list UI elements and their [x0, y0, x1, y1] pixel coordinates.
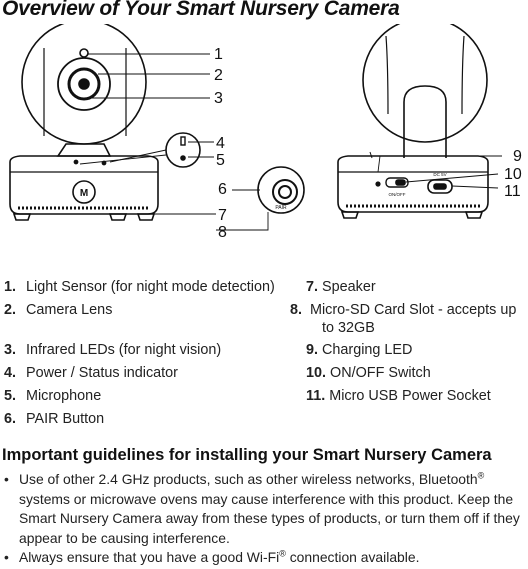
part-item-10: 10. ON/OFF Switch: [306, 365, 431, 381]
part-item-7: 7. Speaker: [306, 279, 376, 295]
callout-10: 10: [504, 166, 522, 183]
guideline-item: • Use of other 2.4 GHz products, such as other wireless networks, Bluetooth® systems or microwave ovens may cause interference with this product. Keep the Smart Nursery Camera away from these types of products, or turn them off if they appear to be causing interference.: [4, 470, 520, 546]
svg-text:M: M: [79, 188, 89, 199]
bullet-icon: •: [4, 471, 9, 487]
bullet-icon: •: [4, 549, 9, 565]
part-item-3: 3. Infrared LEDs (for night vision): [4, 342, 222, 358]
power-port-label: DC 5V: [433, 172, 447, 177]
camera-back-view: [338, 24, 488, 218]
callout-1: 1: [214, 46, 223, 63]
pair-button-zoom: [258, 167, 304, 213]
guideline-item: • Always ensure that you have a good Wi-Fi® connection available.: [0, 548, 528, 568]
pair-label: PAIR: [275, 205, 287, 211]
callout-11: 11: [504, 183, 521, 200]
part-item-11: 11. Micro USB Power Socket: [306, 388, 491, 404]
part-item-1: 1. Light Sensor (for night mode detection): [4, 279, 275, 295]
part-item-6: 6. PAIR Button: [4, 411, 105, 427]
guidelines-heading: Important guidelines for installing your Smart Nursery Camera: [2, 446, 492, 464]
callout-3: 3: [214, 90, 223, 107]
camera-diagram: [0, 24, 528, 246]
callout-6: 6: [218, 181, 227, 198]
switch-label: ON/OFF: [388, 192, 406, 197]
callout-8: 8: [218, 224, 227, 241]
page-title: Overview of Your Smart Nursery Camera: [2, 0, 400, 20]
callout-5: 5: [216, 152, 225, 169]
camera-front-view: [10, 24, 158, 220]
callout-2: 2: [214, 67, 223, 84]
callout-9: 9: [513, 148, 522, 165]
part-item-5: 5. Microphone: [4, 388, 102, 404]
part-item-9: 9. Charging LED: [306, 342, 413, 358]
guidelines-list: [0, 470, 528, 568]
part-item-2: 2. Camera Lens: [4, 302, 113, 318]
callout-4: 4: [216, 135, 225, 152]
part-item-8: 8. Micro-SD Card Slot - accepts up to 32GB: [290, 302, 517, 336]
part-item-4: 4. Power / Status indicator: [4, 365, 178, 381]
callout-7: 7: [218, 207, 227, 224]
